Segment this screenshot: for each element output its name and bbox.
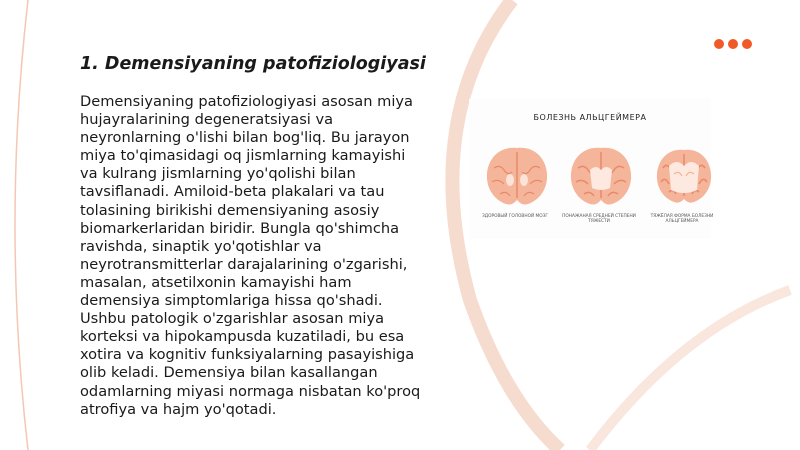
- dots-menu-icon: [714, 39, 752, 49]
- figure-title: БОЛЕЗНЬ АЛЬЦГЕЙМЕРА: [533, 113, 647, 122]
- left-edge-arc: [15, 0, 28, 450]
- caption-moderate: ПОНАЖАНАЯ СРЕДНЕЙ СТЕПЕНИ ТЯЖЕСТИ: [562, 214, 636, 224]
- caption-severe: ТЯЖЁЛАЯ ФОРМА БОЛЕЗНИ АЛЬЦГЕЙМЕРА: [650, 214, 714, 224]
- alzheimer-figure: [469, 99, 714, 239]
- brain-moderate-icon: [566, 144, 636, 210]
- caption-healthy: ЗДОРОВЫЙ ГОЛОВНОЙ МОЗГ: [481, 214, 548, 219]
- dot-icon: [714, 39, 724, 49]
- brain-healthy-icon: [482, 144, 552, 210]
- slide-title: 1. Demensiyaning patofiziologiyasi: [80, 54, 426, 74]
- inner-arc: [590, 290, 790, 450]
- brain-severe-icon: [649, 144, 719, 210]
- dot-icon: [728, 39, 738, 49]
- slide-body-text: Demensiyaning patofiziologiyasi asosan miya hujayralarining degeneratsiyasi va neyronlarning o'lishi bilan bog'liq. Bu jarayon miya to'qimasidagi oq jismlarning kamayishi va kulrang jismlarning yo'qolishi bilan tavsiflanadi. Amiloid-beta plakalari va tau tolasining birikishi demensiyaning asosiy biomarkerlaridan biridir. Bungla qo'shimcha ravishda, sinaptik yo'qotishlar va neyrotransmitterlar darajalarining o'zgarishi, masalan, atsetilxonin kamayishi ham demensiya simptomlariga hissa qo'shadi. Ushbu patologik o'zgarishlar asosan miya korteksi va hipokampusda kuzatiladi, bu esa xotira va kognitiv funksiyalarning pasayishiga olib keladi. Demensiya bilan kasallangan odamlarning miyasi normaga nisbatan ko'proq atrofiya va hajm yo'qotadi.: [80, 93, 421, 418]
- dot-icon: [742, 39, 752, 49]
